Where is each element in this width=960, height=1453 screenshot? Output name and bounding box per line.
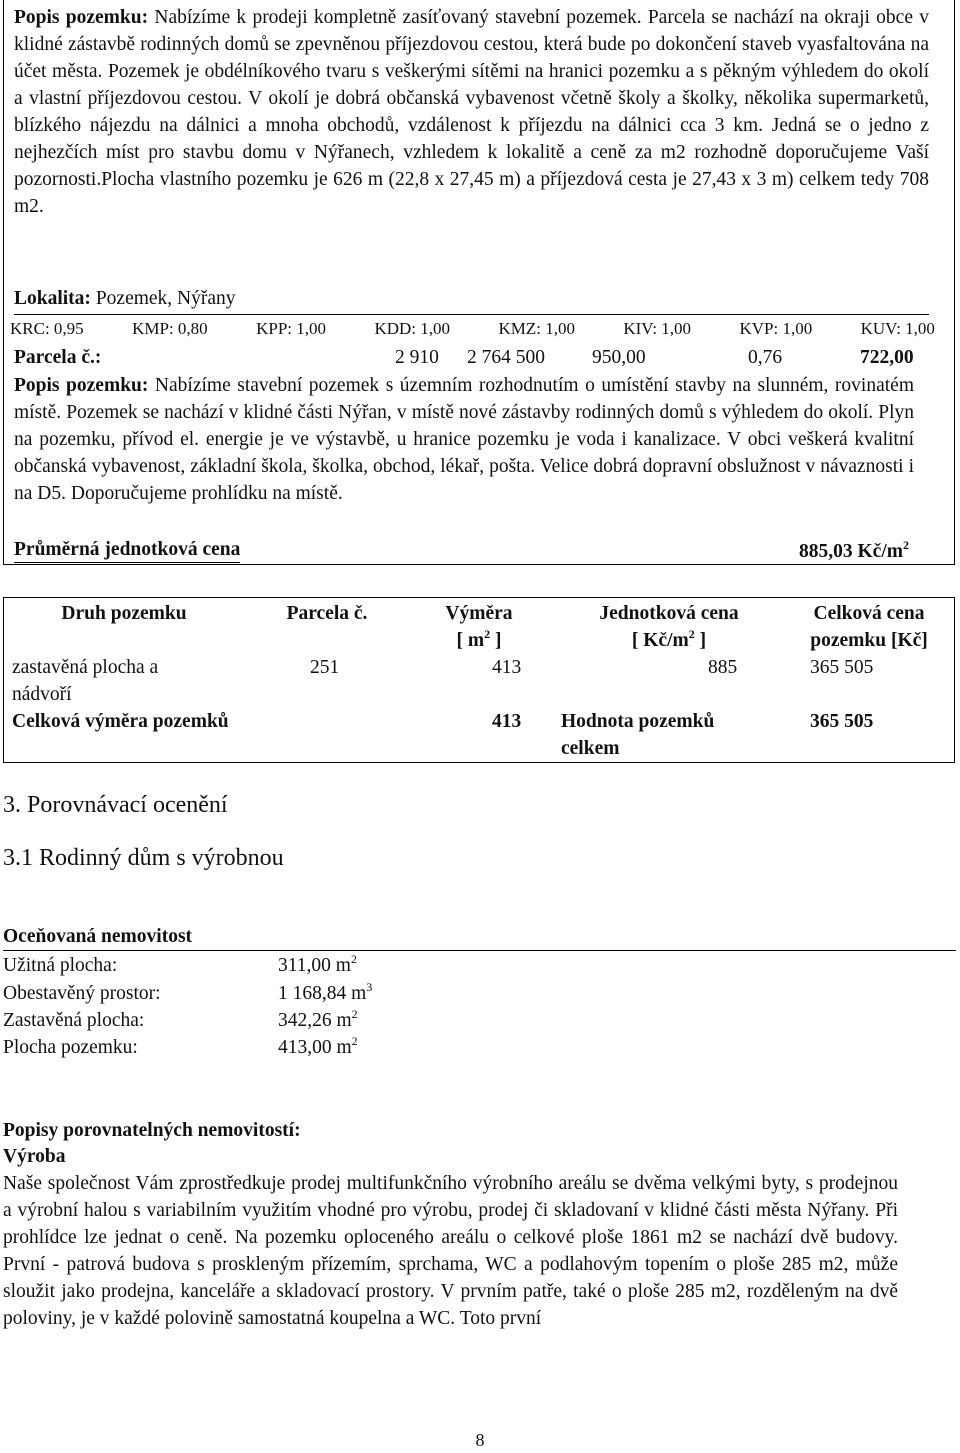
col-header-celkova-title: Celková cena bbox=[813, 603, 925, 624]
vyroba-title: Výroba bbox=[3, 1146, 66, 1167]
average-price-exponent: 2 bbox=[902, 538, 909, 552]
lokalita-line bbox=[14, 286, 929, 315]
col-header-celkova-unit: pozemku [Kč] bbox=[810, 630, 928, 651]
total-label: Celková výměra pozemků bbox=[12, 711, 229, 732]
parcela-price: 2 764 500 bbox=[467, 347, 545, 368]
col-header-jednotkova bbox=[569, 600, 769, 654]
total-vymera: 413 bbox=[492, 711, 522, 732]
average-price-label: Průměrná jednotková cena bbox=[14, 538, 240, 563]
coef-krc: KRC: 0,95 bbox=[10, 319, 84, 338]
col-header-druh: Druh pozemku bbox=[61, 603, 187, 624]
section-heading-3-1: 3.1 Rodinný dům s výrobnou bbox=[3, 845, 284, 871]
vymera-unit-prefix: [ m bbox=[456, 630, 485, 651]
lokalita-value: Pozemek, Nýřany bbox=[90, 288, 236, 309]
kv-value-zastavena bbox=[278, 1007, 358, 1034]
jedn-unit-suffix: ] bbox=[694, 630, 707, 651]
row-druh-line2: nádvoří bbox=[12, 684, 72, 705]
total-hodnota-line2: celkem bbox=[561, 738, 620, 759]
row-jednotkova: 885 bbox=[708, 657, 738, 678]
average-price-number: 885,03 Kč/m bbox=[799, 541, 903, 562]
coef-kmp: KMP: 0,80 bbox=[132, 319, 208, 338]
lokalita-label: Lokalita: bbox=[14, 288, 91, 309]
comparables-title: Popisy porovnatelných nemovitostí: bbox=[3, 1120, 301, 1141]
vymera-unit-suffix: ] bbox=[490, 630, 502, 651]
parcela-coefficient: 0,76 bbox=[748, 347, 783, 368]
description-text-1: Nabízíme k prodeji kompletně zasíťovaný stavební pozemek. Parcela se nachází na okraji obce v klidné zástavbě rodinných domů se zpevněnou příjezdovou cestou, která bude po dokončení staveb vyasfaltována na účet města. Pozemek je obdélníkového tvaru s veškerými sítěmi na hranici pozemku a s pěkným výhledem do okolí a vlastní příjezdovou cestou. V okolí je dobrá občanská vybavenost včetně školy a školky, několika supermarketů, blízkého nájezdu na dálnici a mnoha obchodů, vzdálenost k příjezdu na dálnici cca 3 km. Jedná se o jedno z nejhezčích míst pro stavbu domu v Nýřanech, vzhledem k lokalitě a ceně za m2 rozhodně doporučujeme Vaší pozornosti.Plocha vlastního pozemku je 626 m (22,8 x 27,45 m) a příjezdová cesta je 27,43 x 3 m) celkem tedy 708 m2. bbox=[14, 7, 929, 217]
coef-kmz: KMZ: 1,00 bbox=[498, 319, 575, 338]
col-header-jednotkova-unit bbox=[569, 627, 769, 654]
kv-number-obestaveny: 1 168,84 m bbox=[278, 983, 367, 1004]
kv-exp-uzitna: 2 bbox=[350, 952, 357, 966]
kv-label-uzitna: Užitná plocha: bbox=[3, 955, 118, 976]
kv-value-pozemek bbox=[278, 1034, 358, 1061]
total-hodnota-label bbox=[561, 708, 714, 762]
total-hodnota-line1: Hodnota pozemků bbox=[561, 711, 715, 732]
jedn-unit-exp: 2 bbox=[688, 627, 695, 641]
coef-kuv: KUV: 1,00 bbox=[860, 319, 935, 338]
col-header-vymera-unit bbox=[424, 627, 534, 654]
description-text-2: Nabízíme stavební pozemek s územním rozhodnutím o umístění stavby na slunném, rovinatém místě. Pozemek se nachází v klidné části Nýřan, v místě nové zástavby rodinných domů s výhledem do okolí. Plyn na pozemku, přívod el. energie je ve výstavbě, u hranice pozemku je voda i kanalizace. V obci veškerá kvalitní občanská vybavenost, základní škola, školka, obchod, lékař, pošta. Velice dobrá dopravní obslužnost v návaznosti i na D5. Doporučujeme prohlídku na místě. bbox=[14, 375, 914, 504]
coef-kpp: KPP: 1,00 bbox=[256, 319, 327, 338]
row-celkova: 365 505 bbox=[810, 657, 874, 678]
ocenovana-title: Oceňovaná nemovitost bbox=[3, 925, 956, 951]
row-druh-line1: zastavěná plocha a bbox=[12, 657, 159, 678]
vyroba-paragraph: Naše společnost Vám zprostředkuje prodej multifunkčního výrobního areálu se dvěma velkými byty, s prodejnou a výrobní halou s variabilním využitím vhodné pro výrobu, prodej či skladovaní v klidné části města Nýřany. Při prohlídce lze jednat o ceně. Na pozemku oploceného areálu o celkové ploše 1861 m2 se nachází dvě budovy. První - patrová budova s proskleným přízemím, sprchama, WC a podlahovým topením o ploše 285 m2, může sloužit jako prodejna, kanceláře a skladovací prostory. V prvním patře, také o ploše 285 m2, rozděleným na dvě poloviny, je v každé polovině samostatná koupelna a WC. Toto první bbox=[3, 1173, 898, 1329]
vymera-unit-exp: 2 bbox=[484, 627, 491, 641]
kv-exp-obestaveny: 3 bbox=[366, 980, 373, 994]
kv-number-pozemek: 413,00 m bbox=[278, 1037, 352, 1058]
description-paragraph-1 bbox=[14, 4, 929, 220]
description-label-2: Popis pozemku: bbox=[14, 375, 149, 396]
kv-exp-pozemek: 2 bbox=[351, 1034, 358, 1048]
kv-label-zastavena: Zastavěná plocha: bbox=[3, 1010, 145, 1031]
col-header-parcela: Parcela č. bbox=[286, 603, 368, 624]
page-number: 8 bbox=[475, 1430, 485, 1450]
parcela-row bbox=[14, 344, 929, 371]
kv-number-uzitna: 311,00 m bbox=[278, 955, 351, 976]
kv-label-obestaveny: Obestavěný prostor: bbox=[3, 983, 161, 1004]
coef-kiv: KIV: 1,00 bbox=[623, 319, 692, 338]
total-celkova: 365 505 bbox=[810, 711, 874, 732]
average-price-value bbox=[799, 538, 909, 565]
row-parcela: 251 bbox=[310, 657, 340, 678]
row-vymera: 413 bbox=[492, 657, 522, 678]
coef-kdd: KDD: 1,00 bbox=[374, 319, 451, 338]
description-paragraph-2 bbox=[14, 372, 914, 507]
col-header-celkova bbox=[789, 600, 949, 654]
parcela-unit-price: 950,00 bbox=[592, 347, 646, 368]
parcela-label: Parcela č.: bbox=[14, 347, 102, 368]
parcela-area: 2 910 bbox=[395, 347, 439, 368]
description-label-1: Popis pozemku: bbox=[14, 7, 149, 28]
kv-exp-zastavena: 2 bbox=[351, 1007, 358, 1021]
parcela-result: 722,00 bbox=[860, 347, 914, 368]
kv-value-obestaveny bbox=[278, 980, 372, 1007]
kv-value-uzitna bbox=[278, 952, 357, 979]
row-druh bbox=[12, 654, 158, 708]
land-table bbox=[3, 597, 955, 763]
section-heading-3: 3. Porovnávací ocenění bbox=[3, 792, 228, 818]
col-header-vymera-title: Výměra bbox=[445, 603, 513, 624]
kv-number-zastavena: 342,26 m bbox=[278, 1010, 352, 1031]
coefficients-row bbox=[10, 318, 935, 340]
col-header-jednotkova-title: Jednotková cena bbox=[599, 603, 739, 624]
col-header-vymera bbox=[424, 600, 534, 654]
average-price-row bbox=[14, 538, 929, 565]
coef-kvp: KVP: 1,00 bbox=[739, 319, 813, 338]
kv-label-pozemek: Plocha pozemku: bbox=[3, 1037, 138, 1058]
jedn-unit-prefix: [ Kč/m bbox=[631, 630, 689, 651]
